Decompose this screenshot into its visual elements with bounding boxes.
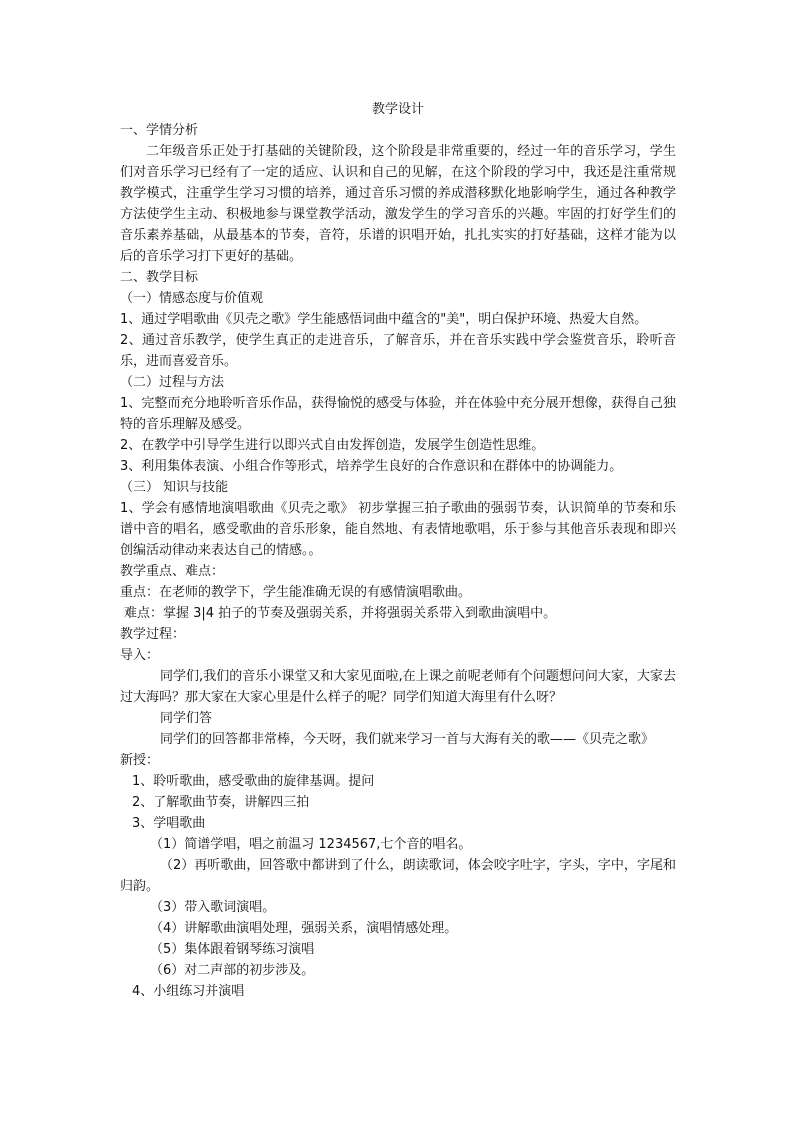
objective-item: 3、利用集体表演、小组合作等形式，培养学生良好的合作意识和在群体中的协调能力。	[120, 459, 623, 474]
objective-item: 2、通过音乐教学，使学生真正的走进音乐，了解音乐，并在音乐实践中学会鉴赏音乐，聆听音乐，进而喜爱音乐。	[120, 333, 676, 369]
section-heading-process: 教学过程：	[120, 627, 186, 642]
new-lesson-heading: 新授：	[120, 753, 160, 768]
objective-item: 1、完整而充分地聆听音乐作品，获得愉悦的感受与体验，并在体验中充分展开想像，获得自己独特的音乐理解及感受。	[120, 396, 676, 432]
document-page	[120, 99, 676, 1002]
subheading-knowledge: （三） 知识与技能	[120, 480, 229, 495]
section-heading-learner-analysis: 一、学情分析	[120, 123, 199, 138]
learner-analysis-paragraph: 二年级音乐正处于打基础的关键阶段，这个阶段是非常重要的，经过一年的音乐学习，学生们对音乐学习已经有了一定的适应、认识和自己的见解，在这个阶段的学习中，我还是注重常规教学模式，注重学生学习习惯的培养，通过音乐习惯的养成潜移默化地影响学生，通过各种教学方法使学生主动、积极地参与课堂教学活动，激发学生的学习音乐的兴趣。牢固的打好学生们的音乐素养基础，从最基本的节奏，音符，乐谱的识唱开始，扎扎实实的打好基础，这样才能为以后的音乐学习打下更好的基础。	[120, 144, 676, 264]
praise-paragraph: 同学们的回答都非常棒，今天呀，我们就来学习一首与大海有关的歌——《贝壳之歌》	[160, 732, 655, 747]
objective-item: 2、在教学中引导学生进行以即兴式自由发挥创造，发展学生创造性思维。	[120, 438, 545, 453]
lesson-substep: （2）再听歌曲，回答歌中都讲到了什么，朗读歌词，体会咬字吐字，字头，字中，字尾和归韵。	[120, 858, 676, 894]
difficulty-point: 难点：掌握 3|4 拍子的节奏及强弱关系，并将强弱关系带入到歌曲演唱中。	[124, 606, 557, 621]
lesson-substep: （1）简谱学唱，唱之前温习 1234567,七个音的唱名。	[150, 837, 472, 852]
section-heading-objectives: 二、教学目标	[120, 270, 199, 285]
document-title: 教学设计	[371, 102, 424, 117]
objective-item: 1、学会有感情地演唱歌曲《贝壳之歌》 初步掌握三拍子歌曲的强弱节奏，认识简单的节奏和乐谱中音的唱名，感受歌曲的音乐形象，能自然地、有表情地歌唱，乐于参与其他音乐表现和即兴创编活动律动来表达自己的情感。。	[120, 501, 676, 558]
lesson-substep: （4）讲解歌曲演唱处理，强弱关系，演唱情感处理。	[150, 921, 458, 936]
students-answer: 同学们答	[160, 711, 213, 726]
intro-heading: 导入：	[120, 648, 160, 663]
lesson-step: 3、学唱歌曲	[132, 816, 206, 831]
subheading-process: （二）过程与方法	[120, 375, 225, 390]
lesson-step: 2、了解歌曲节奏，讲解四三拍	[132, 795, 310, 810]
lesson-substep: （5）集体跟着钢琴练习演唱	[150, 942, 315, 957]
intro-paragraph: 同学们,我们的音乐小课堂又和大家见面啦,在上课之前呢老师有个问题想问问大家，大家去过大海吗？那大家在大家心里是什么样子的呢？同学们知道大海里有什么呀？	[120, 669, 676, 705]
section-heading-key-points: 教学重点、难点：	[120, 564, 225, 579]
lesson-step: 1、聆听歌曲，感受歌曲的旋律基调。提问	[132, 774, 375, 789]
lesson-substep: （6）对二声部的初步涉及。	[150, 963, 315, 978]
lesson-step: 4、小组练习并演唱	[132, 984, 245, 999]
lesson-substep: （3）带入歌词演唱。	[150, 900, 276, 915]
key-point: 重点：在老师的教学下，学生能准确无误的有感情演唱歌曲。	[120, 585, 472, 600]
subheading-attitudes: （一）情感态度与价值观	[120, 291, 264, 306]
objective-item: 1、通过学唱歌曲《贝壳之歌》学生能感悟词曲中蕴含的"美"，明白保护环境、热爱大自然。	[120, 312, 648, 327]
